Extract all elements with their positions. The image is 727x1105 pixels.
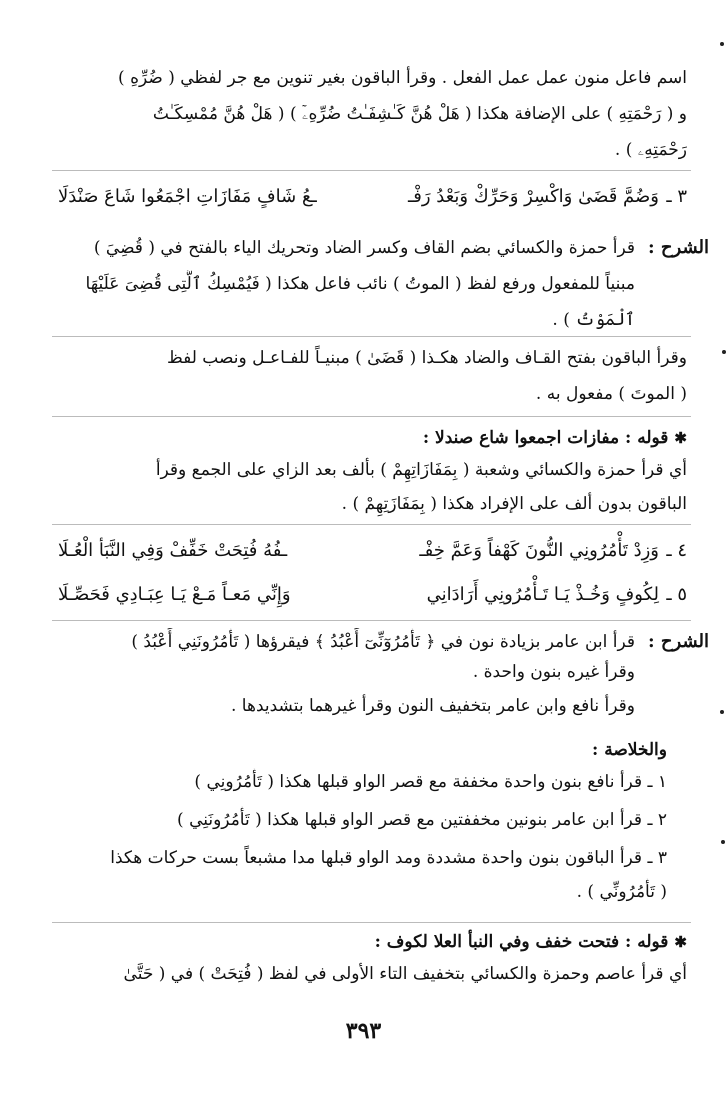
khulasa-section (58, 736, 667, 906)
text-line: الباقون بدون ألف على الإفراد هكذا ( بِمَفَازَتِهِمْ ) . (341, 494, 687, 514)
verse-hemistich-first: وَضُمَّ قَضَىٰ وَاكْسِرْ وَحَرِّكْ وَبَعْدُ رَفْـ (407, 186, 659, 207)
qawluh-section-1 (58, 424, 687, 518)
verse-number: ٥ ـ (666, 584, 687, 605)
poem-verse-4 (58, 534, 687, 568)
paragraph-baqun (58, 344, 687, 408)
khulasa-heading: والخلاصة : (592, 740, 667, 760)
asterisk-icon: ✱ (674, 933, 687, 951)
text-line: اسم فاعل منون عمل عمل الفعل . وقرأ الباقون بغير تنوين مع جر لفظي ( ضُرِّهِ ) (118, 68, 687, 88)
paragraph-sharh-2 (58, 628, 635, 720)
sharh-label: الشرح : (647, 631, 709, 652)
sharh-label: الشرح : (647, 237, 709, 258)
text-line: ٣ ـ قرأ الباقون بنون واحدة مشددة ومد الواو قبلها مدا مشبعاً بست حركات هكذا (110, 848, 667, 868)
qawluh-heading (58, 424, 687, 452)
verse-number: ٣ ـ (666, 186, 687, 207)
asterisk-icon: ✱ (674, 429, 687, 447)
page-number: ٣٩٣ (345, 1018, 382, 1044)
text-line: وقرأ نافع وابن عامر بتخفيف النون وقرأ غيرهما بتشديدها . (231, 696, 635, 716)
scan-mark (720, 710, 724, 714)
divider (52, 524, 691, 525)
paragraph-sharh-1 (58, 234, 635, 334)
text-line: ١ ـ قرأ نافع بنون واحدة مخففة مع قصر الواو قبلها هكذا ( تَأْمُرُونِي ) (194, 772, 667, 792)
text-line: قرأ ابن عامر بزيادة نون في ﴿ تَأْمُرُوٓنِّىٓ أَعْبُدُ ﴾ فيقرؤها ( تَأْمُرُونَنِي أَعْبُدُ ) (131, 632, 635, 652)
text-line: رَحْمَتِهِۦ ) . (614, 140, 687, 160)
text-line: وقرأ الباقون بفتح القـاف والضاد هكـذا ( قَضَىٰ ) مبنيـاً للفـاعـل ونصب لفظ (166, 348, 687, 368)
text-line: أي قرأ حمزة والكسائي وشعبة ( بِمَفَازَاتِهِمْ ) بألف بعد الزاي على الجمع وقرأ (155, 460, 687, 480)
text-line: وقرأ غيره بنون واحدة . (472, 662, 635, 682)
qawluh-heading (58, 928, 687, 956)
verse-number: ٤ ـ (666, 540, 687, 561)
text-line: مبنياً للمفعول ورفع لفظ ( الموتُ ) نائب فاعل هكذا ( فَيُمْسِكُ ٱلَّتِى قُضِىَ عَلَيْهَا (85, 274, 635, 294)
verse-hemistich-first: وَزِدْ تَأْمُرُونِي النُّونَ كَهْفاً وَعَمَّ خِفْـ (419, 540, 659, 561)
text-line: ( تَأْمُرُونِّي ) . (576, 882, 667, 902)
scan-mark (721, 840, 725, 844)
text-line: ٢ ـ قرأ ابن عامر بنونين مخففتين مع قصر الواو قبلها هكذا ( تَأْمُرُونَنِي ) (177, 810, 667, 830)
divider (52, 620, 691, 621)
divider (52, 922, 691, 923)
qawluh-heading-text: قوله : مفازات اجمعوا شاع صندلا : (422, 428, 669, 448)
qawluh-heading-text: قوله : فتحت خفف وفي النبأ العلا لكوف : (374, 932, 669, 952)
divider (52, 170, 691, 171)
text-line: ٱلْمَوْتُ ) . (552, 310, 635, 330)
divider (52, 416, 691, 417)
text-line: و ( رَحْمَتِهِ ) على الإضافة هكذا ( هَلْ هُنَّ كَـٰشِفَـٰتُ ضُرِّهِۦٓ ) ( هَلْ هُنَّ مُمْسِكَـٰتُ (152, 104, 687, 124)
verse-hemistich-second: ـعُ شَافٍ مَفَازَاتِ اجْمَعُوا شَاعَ صَنْدَلَا (58, 186, 317, 207)
verse-hemistich-second: ـفُهُ فُتِحَتْ خَفِّفْ وَفِي النَّبَأ الْعُـلَا (58, 540, 288, 561)
text-line: قرأ حمزة والكسائي بضم القاف وكسر الضاد وتحريك الياء بالفتح في ( قُضِيَ ) (93, 238, 635, 258)
paragraph-intro (58, 64, 687, 164)
poem-verse-5 (58, 578, 687, 612)
text-line: ( الموتَ ) مفعول به . (535, 384, 687, 404)
poem-verse-3 (58, 180, 687, 214)
scan-mark (722, 350, 726, 354)
qawluh-section-2 (58, 928, 687, 988)
scan-mark (720, 42, 724, 46)
text-line: أي قرأ عاصم وحمزة والكسائي بتخفيف التاء الأولى في لفظ ( فُتِحَتْ ) في ( حَتَّىٰ (123, 964, 687, 984)
verse-hemistich-first: لِكُوفٍ وَخُـذْ يَـا تَـأْمُرُونِي أَرَادَانِي (426, 584, 659, 605)
verse-hemistich-second: وَإِنِّي مَعـاً مَـعْ يَـا عِبَـادِي فَحَصِّـلَا (58, 584, 291, 605)
divider (52, 336, 691, 337)
